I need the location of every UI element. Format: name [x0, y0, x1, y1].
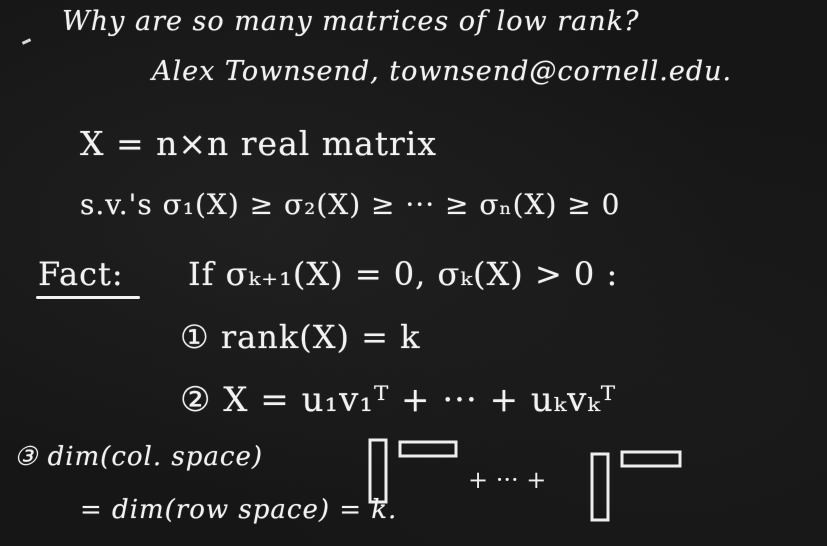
singular-values-line: s.v.'s σ₁(X) ≥ σ₂(X) ≥ ··· ≥ σₙ(X) ≥ 0	[80, 188, 621, 221]
column-vector-sketch-2	[592, 454, 608, 520]
fact-item-rank: ① rank(X) = k	[180, 318, 421, 356]
lecture-author: Alex Townsend, townsend@cornell.edu.	[152, 56, 733, 87]
sketch-plus-text: + ··· +	[468, 466, 547, 494]
row-vector-sketch-1	[400, 442, 456, 456]
row-vector-sketch-2	[622, 452, 680, 466]
fact-underline	[36, 296, 140, 299]
column-vector-sketch-1	[370, 440, 386, 502]
fact-item-dimension-line2: = dim(row space) = k.	[80, 495, 398, 525]
lecture-title: Why are so many matrices of low rank?	[62, 6, 640, 37]
fact-item-outer-product-sum: ② X = u₁v₁ᵀ + ··· + uₖvₖᵀ	[180, 380, 617, 420]
chalk-mark	[22, 38, 31, 45]
fact-item-dimension-line1: ③ dim(col. space)	[14, 442, 263, 472]
fact-condition: If σₖ₊₁(X) = 0, σₖ(X) > 0 :	[188, 255, 619, 293]
matrix-definition: X = n×n real matrix	[80, 124, 437, 163]
fact-label: Fact:	[38, 255, 124, 293]
rank-one-sketch	[360, 420, 700, 530]
